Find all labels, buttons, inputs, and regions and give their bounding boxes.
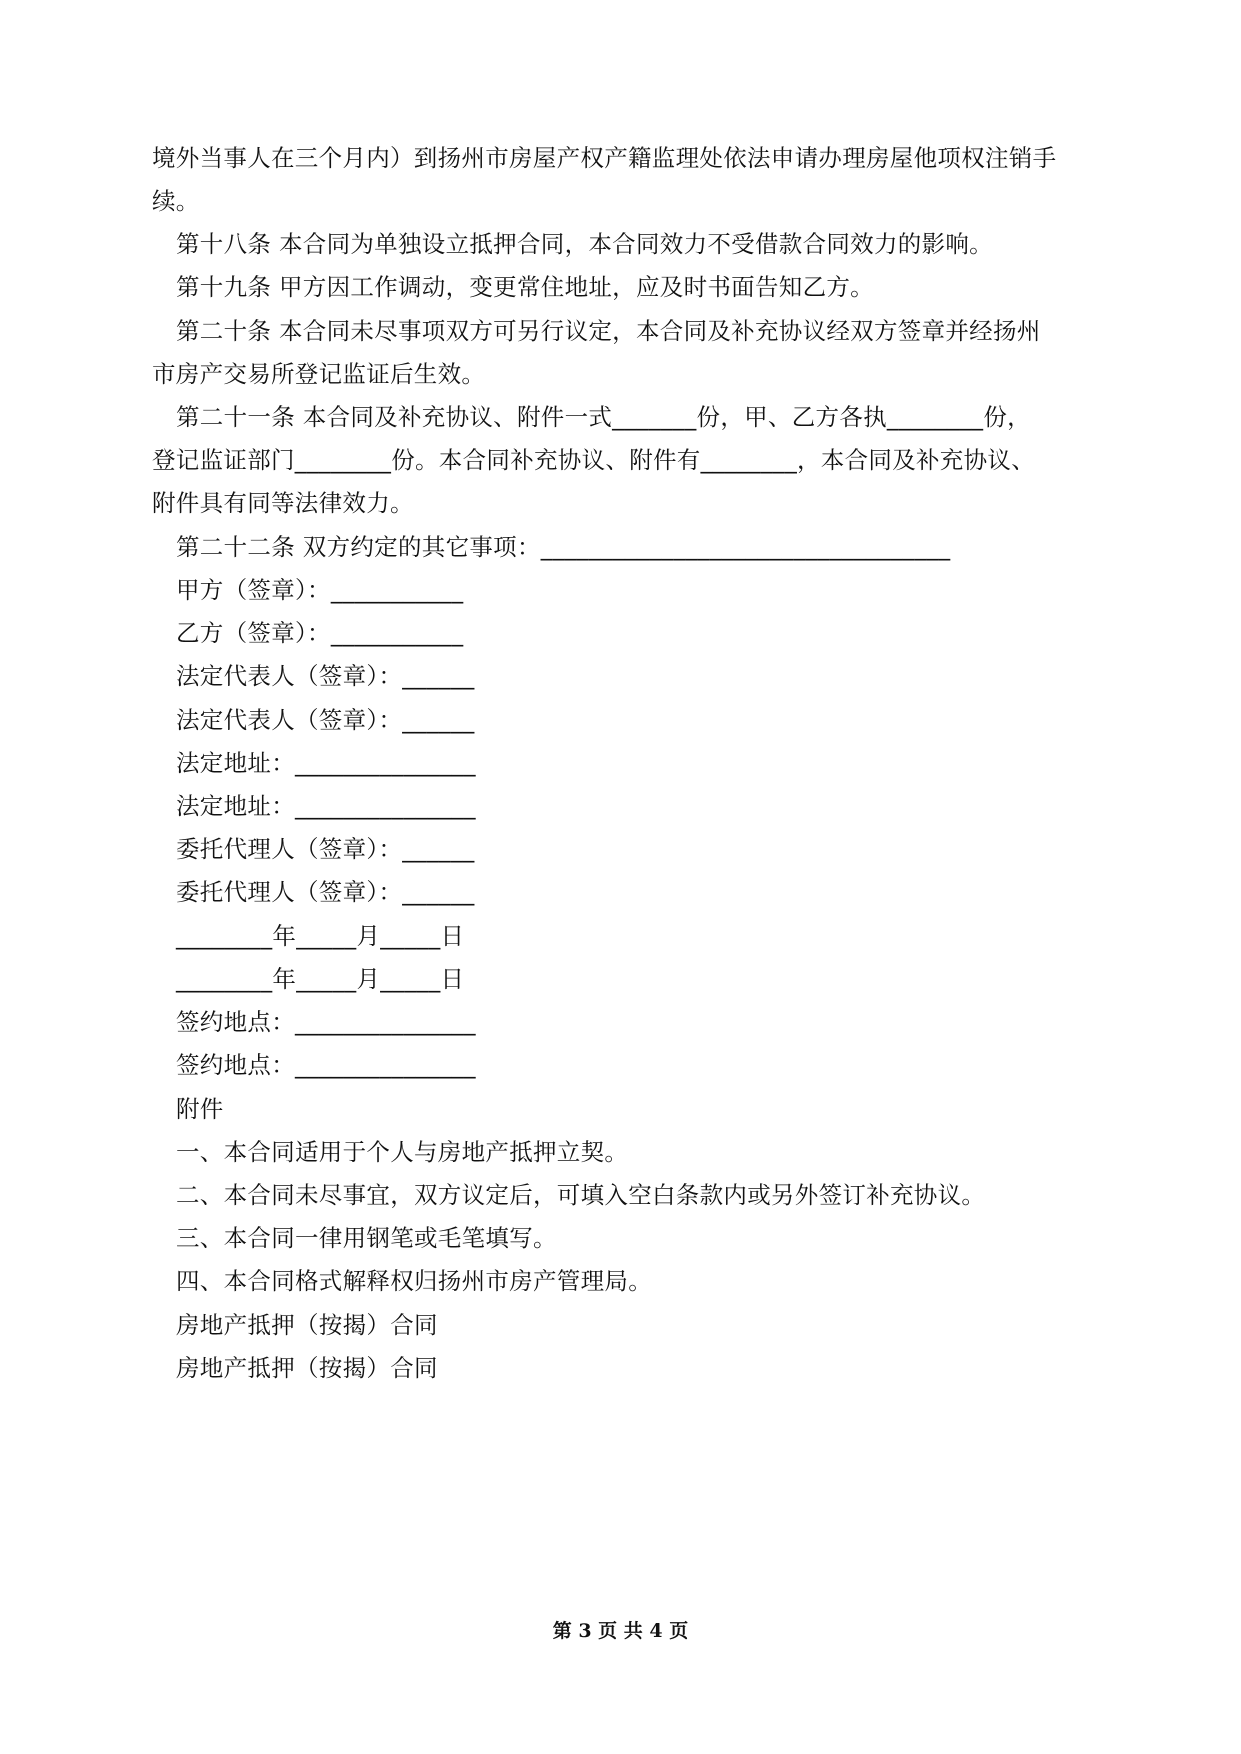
appendix-heading: 附件 [176, 1095, 224, 1123]
date-line: ________年_____月_____日 [176, 965, 465, 993]
signature-line-party-a: 甲方（签章）：___________ [176, 576, 464, 604]
article-18: 第十八条 本合同为单独设立抵押合同，本合同效力不受借款合同效力的影响。 [176, 230, 993, 258]
article-19: 第十九条 甲方因工作调动，变更常住地址，应及时书面告知乙方。 [176, 273, 874, 301]
paragraph-line: 登记监证部门________份。本合同补充协议、附件有________，本合同及补充协议、 [152, 446, 1035, 474]
paragraph-line: 附件具有同等法律效力。 [152, 489, 414, 517]
appendix-item: 一、本合同适用于个人与房地产抵押立契。 [176, 1138, 629, 1166]
signature-line-party-b: 乙方（签章）：___________ [176, 619, 464, 647]
appendix-item: 三、本合同一律用钢笔或毛笔填写。 [176, 1224, 557, 1252]
date-line: ________年_____月_____日 [176, 922, 465, 950]
article-21: 第二十一条 本合同及补充协议、附件一式_______份，甲、乙方各执________份， [176, 403, 1031, 431]
agent-line: 委托代理人（签章）：______ [176, 878, 475, 906]
legal-address-line: 法定地址：_______________ [176, 792, 476, 820]
page-footer: 第 3 页 共 4 页 [552, 1620, 689, 1642]
signing-place-line: 签约地点：_______________ [176, 1008, 476, 1036]
signing-place-line: 签约地点：_______________ [176, 1051, 476, 1079]
paragraph-line: 续。 [152, 187, 200, 215]
legal-representative-line: 法定代表人（签章）：______ [176, 706, 475, 734]
agent-line: 委托代理人（签章）：______ [176, 835, 475, 863]
contract-title-line: 房地产抵押（按揭）合同 [176, 1354, 438, 1382]
paragraph-line: 市房产交易所登记监证后生效。 [152, 360, 486, 388]
appendix-item: 二、本合同未尽事宜，双方议定后，可填入空白条款内或另外签订补充协议。 [176, 1181, 986, 1209]
article-20: 第二十条 本合同未尽事项双方可另行议定，本合同及补充协议经双方签章并经扬州 [176, 317, 1041, 345]
article-22: 第二十二条 双方约定的其它事项：__________________________________ [176, 533, 951, 561]
legal-address-line: 法定地址：_______________ [176, 749, 476, 777]
paragraph-line: 境外当事人在三个月内）到扬州市房屋产权产籍监理处依法申请办理房屋他项权注销手 [152, 144, 1057, 172]
legal-representative-line: 法定代表人（签章）：______ [176, 662, 475, 690]
appendix-item: 四、本合同格式解释权归扬州市房产管理局。 [176, 1267, 652, 1295]
contract-title-line: 房地产抵押（按揭）合同 [176, 1311, 438, 1339]
